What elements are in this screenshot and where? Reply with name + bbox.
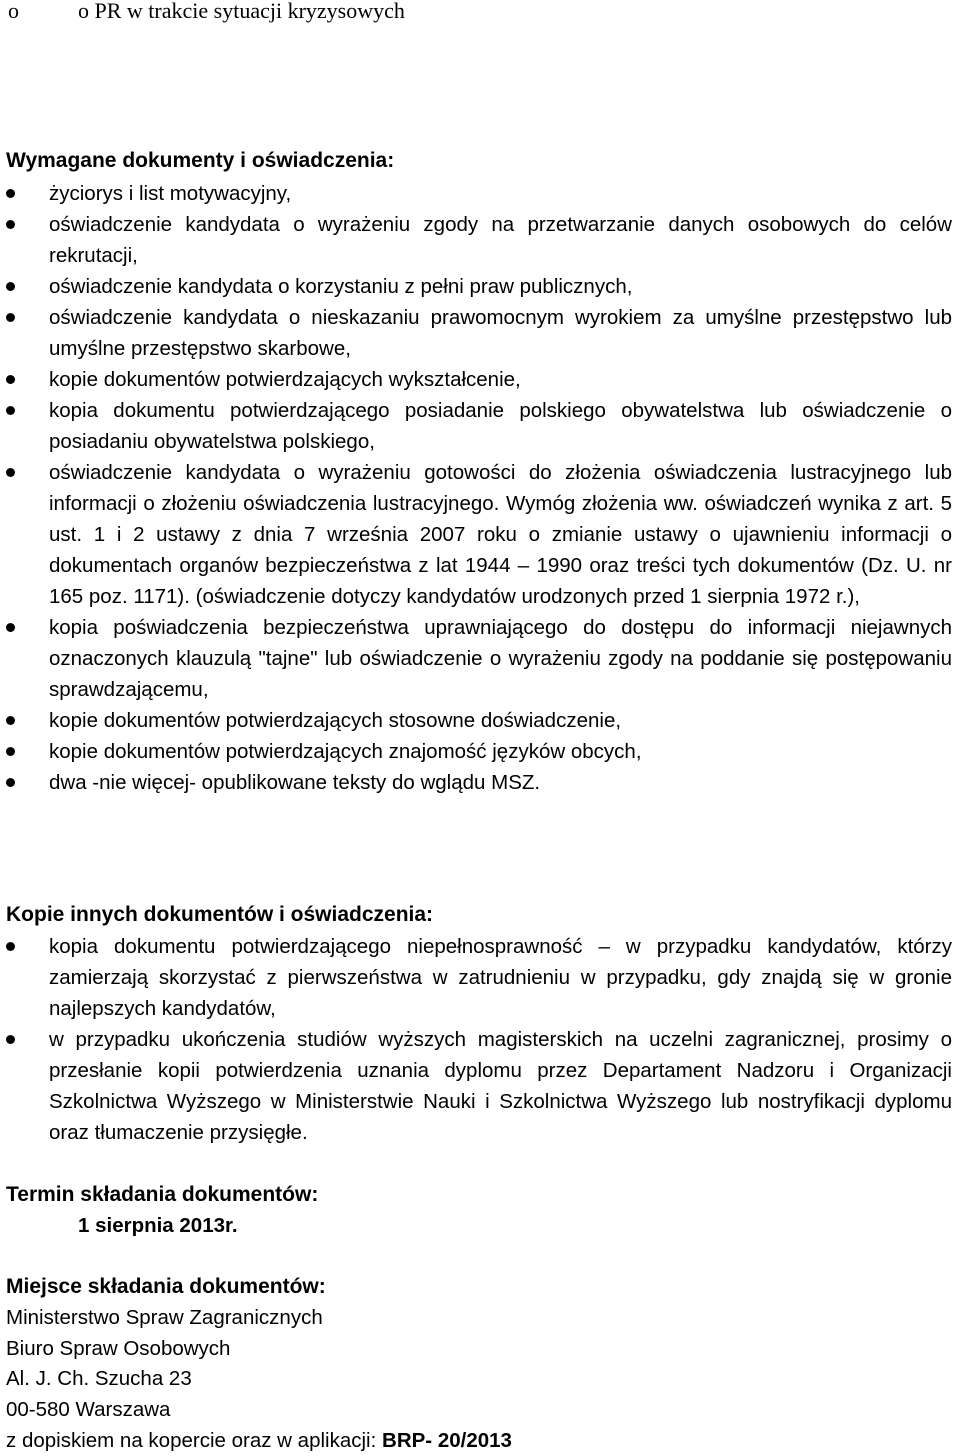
list-item-text: oświadczenie kandydata o nieskazaniu prawomocnym wyrokiem za umyślne przestępstwo lub umyślne przestępstwo skarbowe, <box>49 306 952 360</box>
list-item <box>0 457 956 612</box>
list-item <box>0 271 956 302</box>
list-item <box>0 178 956 209</box>
list-item-text: życiorys i list motywacyjny, <box>49 182 292 205</box>
list-item <box>0 209 956 271</box>
deadline-date: 1 sierpnia 2013r. <box>78 1214 238 1237</box>
bullet-icon <box>6 406 15 415</box>
list-item-text: dwa -nie więcej- opublikowane teksty do wglądu MSZ. <box>49 771 541 794</box>
other-documents-heading: Kopie innych dokumentów i oświadczenia: <box>6 903 434 926</box>
address-line: Ministerstwo Spraw Zagranicznych <box>6 1306 323 1329</box>
list-item <box>0 767 956 798</box>
reference-code: BRP- 20/2013 <box>382 1429 512 1452</box>
list-item-text: kopie dokumentów potwierdzających znajomość języków obcych, <box>49 740 642 763</box>
address-line: Biuro Spraw Osobowych <box>6 1337 231 1360</box>
bullet-icon <box>6 375 15 384</box>
list-item <box>0 736 956 767</box>
list-item <box>0 302 956 364</box>
other-documents-list <box>0 931 956 1148</box>
list-item-text: oświadczenie kandydata o korzystaniu z pełni praw publicznych, <box>49 275 633 298</box>
list-item-text: kopia dokumentu potwierdzającego niepełnosprawność – w przypadku kandydatów, którzy zamierzają skorzystać z pierwszeństwa w zatrudnieniu w przypadku, gdy znajdą się w gronie najlepszych kandydatów, <box>49 935 952 1020</box>
list-item <box>0 612 956 705</box>
deadline-heading: Termin składania dokumentów: <box>6 1183 319 1206</box>
list-item <box>0 705 956 736</box>
bullet-icon <box>6 468 15 477</box>
list-item <box>0 395 956 457</box>
bullet-icon <box>6 189 15 198</box>
place-heading: Miejsce składania dokumentów: <box>6 1275 326 1298</box>
bullet-icon <box>6 942 15 951</box>
required-documents-list <box>0 178 956 798</box>
bullet-icon <box>6 282 15 291</box>
list-item-text: w przypadku ukończenia studiów wyższych magisterskich na uczelni zagranicznej, prosimy o przesłanie kopii potwierdzenia uznania dyplomu przez Departament Nadzoru i Organizacji Szkolnictwa Wyższego w Ministerstwie Nauki i Szkolnictwa Wyższego lub nostryfikacji dyplomu oraz tłumaczenie przysięgłe. <box>49 1028 952 1144</box>
envelope-note <box>6 1425 512 1456</box>
bullet-icon <box>6 623 15 632</box>
list-item-text: oświadczenie kandydata o wyrażeniu zgody na przetwarzanie danych osobowych do celów rekrutacji, <box>49 213 952 267</box>
list-item-text: kopia poświadczenia bezpieczeństwa uprawniającego do dostępu do informacji niejawnych oznaczonych klauzulą "tajne" lub oświadczenie o wyrażeniu zgody na poddanie się postępowaniu sprawdzającemu, <box>49 616 952 701</box>
required-documents-heading: Wymagane dokumenty i oświadczenia: <box>6 149 395 172</box>
top-list-item <box>8 0 405 26</box>
list-item-text: oświadczenie kandydata o wyrażeniu gotowości do złożenia oświadczenia lustracyjnego lub informacji o złożeniu oświadczenia lustracyjnego. Wymóg złożenia ww. oświadczeń wynika z art. 5 ust. 1 i 2 ustawy z dnia 7 września 2007 roku o zmianie ustawy o ujawnieniu informacji o dokumentach organów bezpieczeństwa z lat 1944 – 1990 oraz treści tych dokumentów (Dz. U. nr 165 poz. 1171). (oświadczenie dotyczy kandydatów urodzonych przed 1 sierpnia 1972 r.), <box>49 461 952 608</box>
list-item <box>0 931 956 1024</box>
address-line: Al. J. Ch. Szucha 23 <box>6 1367 192 1390</box>
bullet-icon <box>6 1035 15 1044</box>
bullet-icon <box>6 747 15 756</box>
list-marker: o <box>8 0 19 23</box>
list-item-text: kopie dokumentów potwierdzających stosowne doświadczenie, <box>49 709 622 732</box>
bullet-icon <box>6 220 15 229</box>
top-list-text: o PR w trakcie sytuacji kryzysowych <box>78 0 405 23</box>
bullet-icon <box>6 313 15 322</box>
envelope-note-text: z dopiskiem na kopercie oraz w aplikacji: <box>6 1429 377 1452</box>
list-item <box>0 364 956 395</box>
list-item <box>0 1024 956 1148</box>
bullet-icon <box>6 716 15 725</box>
bullet-icon <box>6 778 15 787</box>
list-item-text: kopia dokumentu potwierdzającego posiadanie polskiego obywatelstwa lub oświadczenie o posiadaniu obywatelstwa polskiego, <box>49 399 952 453</box>
list-item-text: kopie dokumentów potwierdzających wykształcenie, <box>49 368 521 391</box>
address-line: 00-580 Warszawa <box>6 1398 171 1421</box>
